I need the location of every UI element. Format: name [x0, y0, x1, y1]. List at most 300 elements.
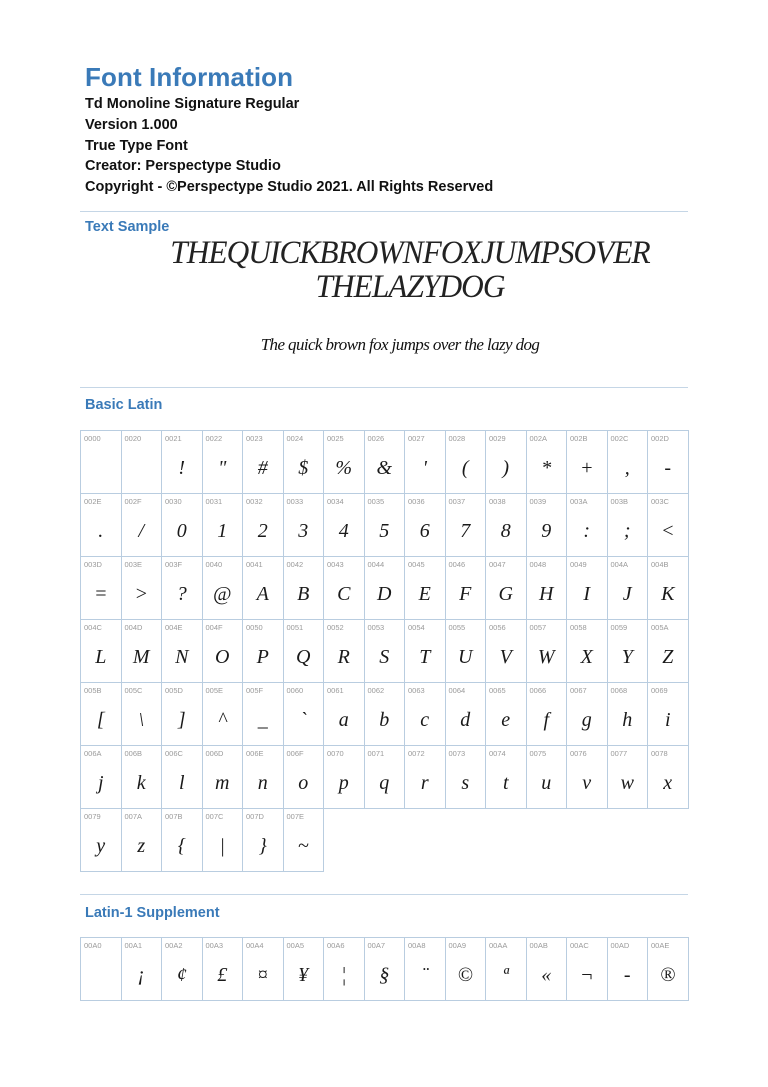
glyph-preview: 3 — [298, 519, 309, 542]
glyph-code-label: 003D — [84, 560, 102, 569]
glyph-code-label: 0063 — [408, 686, 425, 695]
glyph-preview: 2 — [257, 519, 268, 542]
glyph-cell — [122, 938, 163, 1001]
glyph-cell — [243, 809, 284, 872]
glyph-preview: | — [219, 834, 225, 857]
glyph-preview: ¥ — [298, 963, 309, 986]
glyph-preview: h — [622, 708, 633, 731]
divider — [80, 894, 688, 895]
glyph-cell — [243, 746, 284, 809]
font-type: True Type Font — [85, 137, 188, 154]
glyph-cell — [608, 620, 649, 683]
glyph-code-label: 0054 — [408, 623, 425, 632]
glyph-preview: & — [376, 456, 393, 479]
glyph-cell — [648, 494, 689, 557]
glyph-preview: O — [215, 645, 230, 668]
glyph-preview: C — [337, 582, 351, 605]
glyph-cell — [567, 494, 608, 557]
glyph-preview: ] — [177, 708, 186, 731]
glyph-code-label: 0022 — [205, 434, 223, 443]
glyph-preview: e — [501, 708, 511, 731]
glyph-cell — [567, 557, 608, 620]
glyph-code-label: 0079 — [84, 812, 101, 821]
glyph-code-label: 003F — [165, 560, 183, 569]
glyph-code-label: 003C — [651, 497, 669, 506]
glyph-preview: W — [537, 645, 555, 668]
glyph-cell — [324, 683, 365, 746]
glyph-cell — [648, 683, 689, 746]
glyph-preview — [81, 447, 121, 489]
glyph-cell — [243, 620, 284, 683]
latin1-supplement-glyph-grid — [80, 937, 689, 1001]
glyph-code-label: 0068 — [610, 686, 628, 695]
page-title: Font Information — [85, 62, 294, 92]
glyph-cell — [527, 431, 568, 494]
glyph-cell — [243, 431, 284, 494]
glyph-code-label: 00A2 — [165, 941, 183, 950]
lowercase-sample: The quick brown fox jumps over the lazy dog — [260, 335, 540, 354]
glyph-preview: u — [541, 771, 552, 794]
glyph-cell — [486, 746, 527, 809]
glyph-preview: q — [379, 771, 390, 794]
glyph-preview: } — [258, 834, 267, 857]
glyph-preview: b — [379, 708, 390, 731]
glyph-code-label: 0048 — [529, 560, 547, 569]
glyph-cell — [203, 938, 244, 1001]
glyph-cell — [162, 557, 203, 620]
glyph-preview: + — [580, 456, 594, 479]
glyph-cell — [527, 938, 568, 1001]
glyph-code-label: 005B — [84, 686, 102, 695]
glyph-cell — [446, 620, 487, 683]
glyph-cell — [608, 746, 649, 809]
glyph-preview: y — [96, 834, 106, 857]
glyph-preview: B — [297, 582, 310, 605]
glyph-cell — [203, 683, 244, 746]
glyph-cell — [567, 620, 608, 683]
glyph-preview: ¬ — [580, 963, 594, 986]
glyph-preview: A — [256, 582, 269, 605]
glyph-code-label: 004B — [651, 560, 669, 569]
glyph-preview: ® — [660, 963, 676, 986]
glyph-preview: V — [499, 645, 512, 668]
glyph-code-label: 0030 — [165, 497, 182, 506]
glyph-preview: Z — [662, 645, 674, 668]
glyph-preview: X — [580, 645, 593, 668]
glyph-cell — [446, 557, 487, 620]
glyph-cell — [527, 494, 568, 557]
glyph-preview: ; — [623, 519, 631, 542]
glyph-preview: p — [338, 771, 349, 794]
glyph-code-label: 004C — [84, 623, 102, 632]
glyph-preview: S — [379, 645, 390, 668]
glyph-code-label: 005C — [124, 686, 143, 695]
glyph-cell — [446, 494, 487, 557]
glyph-preview: \ — [138, 708, 145, 731]
glyph-preview: o — [298, 771, 309, 794]
glyph-code-label: 002C — [610, 434, 629, 443]
glyph-cell — [122, 620, 163, 683]
glyph-preview: < — [661, 519, 675, 542]
glyph-code-label: 0037 — [448, 497, 466, 506]
glyph-preview — [122, 447, 162, 489]
glyph-preview: P — [256, 645, 269, 668]
glyph-code-label: 0052 — [327, 623, 344, 632]
glyph-code-label: 002E — [84, 497, 102, 506]
glyph-preview: ¢ — [176, 963, 187, 986]
glyph-cell — [284, 683, 325, 746]
glyph-code-label: 00A1 — [124, 941, 143, 950]
glyph-preview: - — [664, 456, 672, 479]
glyph-code-label: 00AA — [489, 941, 508, 950]
glyph-cell — [203, 431, 244, 494]
glyph-cell — [243, 938, 284, 1001]
glyph-preview: % — [335, 456, 353, 479]
glyph-code-label: 007A — [124, 812, 143, 821]
glyph-cell — [608, 431, 649, 494]
latin1-supplement-heading: Latin-1 Supplement — [85, 905, 220, 921]
glyph-cell — [122, 809, 163, 872]
glyph-cell — [405, 494, 446, 557]
glyph-preview: T — [419, 645, 431, 668]
glyph-preview: ^ — [218, 708, 227, 731]
glyph-cell — [486, 494, 527, 557]
glyph-code-label: 006E — [246, 749, 264, 758]
glyph-preview: « — [541, 963, 552, 986]
glyph-cell — [203, 620, 244, 683]
glyph-code-label: 00A8 — [408, 941, 426, 950]
glyph-cell — [203, 809, 244, 872]
glyph-cell — [81, 938, 122, 1001]
glyph-cell — [527, 746, 568, 809]
glyph-cell — [365, 494, 406, 557]
glyph-preview: © — [457, 963, 473, 986]
glyph-preview: H — [539, 582, 554, 605]
glyph-code-label: 0058 — [570, 623, 587, 632]
glyph-cell — [81, 557, 122, 620]
glyph-preview: K — [661, 582, 675, 605]
glyph-preview: n — [257, 771, 268, 794]
glyph-preview: t — [502, 771, 509, 794]
glyph-cell — [324, 557, 365, 620]
glyph-cell — [81, 683, 122, 746]
glyph-preview: ! — [178, 456, 186, 479]
glyph-code-label: 0071 — [367, 749, 385, 758]
glyph-code-label: 006A — [84, 749, 102, 758]
glyph-preview: § — [379, 963, 390, 986]
glyph-cell — [486, 683, 527, 746]
glyph-preview: , — [624, 456, 630, 479]
glyph-preview — [81, 954, 121, 996]
glyph-cell — [324, 746, 365, 809]
glyph-preview: = — [94, 582, 108, 605]
glyph-preview: R — [337, 645, 350, 668]
text-sample-heading: Text Sample — [85, 219, 170, 235]
glyph-preview: : — [583, 519, 591, 542]
glyph-cell — [324, 431, 365, 494]
glyph-preview: - — [623, 963, 631, 986]
glyph-code-label: 007D — [246, 812, 264, 821]
glyph-cell — [81, 431, 122, 494]
glyph-code-label: 0047 — [489, 560, 506, 569]
glyph-cell — [162, 494, 203, 557]
glyph-code-label: 0024 — [286, 434, 304, 443]
glyph-code-label: 0056 — [489, 623, 506, 632]
glyph-cell — [122, 746, 163, 809]
glyph-code-label: 0038 — [489, 497, 506, 506]
glyph-cell — [162, 683, 203, 746]
glyph-cell — [324, 938, 365, 1001]
glyph-preview: U — [458, 645, 473, 668]
glyph-cell — [203, 557, 244, 620]
glyph-code-label: 0070 — [327, 749, 344, 758]
glyph-preview: r — [420, 771, 429, 794]
glyph-preview: G — [498, 582, 513, 605]
glyph-cell — [365, 557, 406, 620]
glyph-code-label: 0040 — [205, 560, 223, 569]
glyph-code-label: 0023 — [246, 434, 263, 443]
glyph-cell — [365, 746, 406, 809]
glyph-code-label: 002D — [651, 434, 669, 443]
glyph-code-label: 0031 — [205, 497, 223, 506]
basic-latin-heading: Basic Latin — [85, 397, 163, 413]
glyph-preview: j — [97, 771, 104, 794]
glyph-code-label: 003E — [124, 560, 143, 569]
glyph-code-label: 002A — [529, 434, 548, 443]
uppercase-sample-line-2: THELAZYDOG — [315, 269, 505, 305]
glyph-preview: L — [95, 645, 107, 668]
divider — [80, 211, 688, 212]
glyph-code-label: 004A — [610, 560, 629, 569]
glyph-code-label: 005E — [205, 686, 224, 695]
glyph-code-label: 005D — [165, 686, 183, 695]
glyph-code-label: 0050 — [246, 623, 263, 632]
glyph-preview: ~ — [297, 834, 309, 857]
glyph-code-label: 0078 — [651, 749, 668, 758]
glyph-code-label: 00AC — [570, 941, 589, 950]
glyph-code-label: 005A — [651, 623, 669, 632]
glyph-cell — [567, 683, 608, 746]
glyph-cell — [405, 746, 446, 809]
glyph-preview: M — [132, 645, 150, 668]
glyph-cell — [405, 683, 446, 746]
glyph-cell — [162, 809, 203, 872]
glyph-cell — [446, 938, 487, 1001]
glyph-preview: 5 — [379, 519, 390, 542]
glyph-cell — [122, 431, 163, 494]
glyph-preview: $ — [298, 456, 309, 479]
glyph-preview: ` — [299, 708, 307, 731]
glyph-cell — [122, 683, 163, 746]
glyph-code-label: 004D — [124, 623, 143, 632]
glyph-cell — [284, 431, 325, 494]
glyph-code-label: 0075 — [529, 749, 547, 758]
glyph-cell — [648, 557, 689, 620]
glyph-cell — [81, 494, 122, 557]
glyph-preview: 8 — [500, 519, 511, 542]
glyph-cell — [284, 494, 325, 557]
glyph-cell — [324, 620, 365, 683]
glyph-code-label: 0069 — [651, 686, 668, 695]
glyph-code-label: 0028 — [448, 434, 466, 443]
glyph-cell — [648, 620, 689, 683]
glyph-cell — [608, 938, 649, 1001]
glyph-cell — [122, 494, 163, 557]
glyph-code-label: 0065 — [489, 686, 506, 695]
glyph-code-label: 0000 — [84, 434, 101, 443]
glyph-code-label: 0021 — [165, 434, 182, 443]
glyph-code-label: 0032 — [246, 497, 263, 506]
glyph-preview: 7 — [460, 519, 471, 542]
glyph-cell — [203, 494, 244, 557]
glyph-preview: ' — [422, 456, 427, 479]
glyph-cell — [162, 938, 203, 1001]
glyph-code-label: 0059 — [610, 623, 628, 632]
glyph-code-label: 005F — [246, 686, 264, 695]
glyph-code-label: 0045 — [408, 560, 425, 569]
glyph-code-label: 0073 — [448, 749, 466, 758]
glyph-code-label: 006F — [286, 749, 304, 758]
glyph-code-label: 0067 — [570, 686, 587, 695]
divider — [80, 387, 688, 388]
glyph-code-label: 0049 — [570, 560, 587, 569]
glyph-code-label: 00A9 — [448, 941, 467, 950]
glyph-cell — [608, 557, 649, 620]
glyph-preview: m — [215, 771, 230, 794]
glyph-cell — [446, 683, 487, 746]
glyph-code-label: 0046 — [448, 560, 466, 569]
glyph-preview: F — [459, 582, 472, 605]
glyph-code-label: 0057 — [529, 623, 547, 632]
glyph-preview: s — [461, 771, 470, 794]
glyph-code-label: 0029 — [489, 434, 506, 443]
glyph-preview: w — [620, 771, 634, 794]
font-version: Version 1.000 — [85, 116, 178, 133]
glyph-code-label: 0039 — [529, 497, 547, 506]
glyph-preview: 9 — [541, 519, 552, 542]
glyph-cell — [486, 557, 527, 620]
glyph-cell — [81, 620, 122, 683]
glyph-code-label: 00A6 — [327, 941, 345, 950]
glyph-preview: ( — [461, 456, 469, 479]
glyph-cell — [486, 431, 527, 494]
glyph-cell — [162, 431, 203, 494]
glyph-preview: £ — [217, 963, 228, 986]
glyph-preview: l — [178, 771, 185, 794]
glyph-preview: [ — [96, 708, 105, 731]
uppercase-sample-line-1: THEQUICKBROWNFOXJUMPSOVER — [170, 235, 650, 271]
glyph-code-label: 0044 — [367, 560, 385, 569]
glyph-preview: 1 — [217, 519, 228, 542]
font-info-block — [85, 94, 493, 198]
glyph-code-label: 0074 — [489, 749, 506, 758]
glyph-cell — [527, 683, 568, 746]
glyph-preview: i — [664, 708, 671, 731]
glyph-code-label: 0051 — [286, 623, 304, 632]
glyph-preview: a — [338, 708, 349, 731]
glyph-cell — [486, 938, 527, 1001]
glyph-preview: @ — [213, 582, 232, 605]
glyph-cell — [608, 494, 649, 557]
glyph-cell — [567, 431, 608, 494]
font-creator: Creator: Perspectype Studio — [85, 158, 281, 175]
glyph-preview: ¡ — [137, 963, 146, 986]
glyph-code-label: 0077 — [610, 749, 628, 758]
glyph-preview: ¤ — [257, 963, 268, 986]
glyph-cell — [243, 494, 284, 557]
glyph-preview: " — [218, 456, 227, 479]
glyph-code-label: 006D — [205, 749, 224, 758]
glyph-cell — [203, 746, 244, 809]
glyph-code-label: 0076 — [570, 749, 587, 758]
glyph-code-label: 006B — [124, 749, 143, 758]
glyph-code-label: 0026 — [367, 434, 385, 443]
glyph-code-label: 00A3 — [205, 941, 224, 950]
glyph-cell — [243, 557, 284, 620]
glyph-code-label: 0064 — [448, 686, 466, 695]
glyph-code-label: 0033 — [286, 497, 304, 506]
glyph-cell — [567, 746, 608, 809]
glyph-cell — [365, 938, 406, 1001]
glyph-code-label: 007C — [205, 812, 224, 821]
glyph-code-label: 007B — [165, 812, 183, 821]
glyph-code-label: 0060 — [286, 686, 304, 695]
glyph-preview: . — [98, 519, 104, 542]
glyph-code-label: 0061 — [327, 686, 344, 695]
glyph-code-label: 0020 — [124, 434, 142, 443]
glyph-preview: / — [138, 519, 145, 542]
glyph-cell — [284, 809, 325, 872]
glyph-code-label: 002F — [124, 497, 142, 506]
glyph-preview: E — [418, 582, 431, 605]
glyph-cell — [446, 746, 487, 809]
glyph-code-label: 0025 — [327, 434, 344, 443]
glyph-code-label: 00A4 — [246, 941, 264, 950]
glyph-preview: v — [582, 771, 592, 794]
uppercase-sample — [97, 236, 724, 304]
glyph-code-label: 00AE — [651, 941, 670, 950]
glyph-cell — [405, 620, 446, 683]
glyph-code-label: 0066 — [529, 686, 547, 695]
glyph-code-label: 003A — [570, 497, 588, 506]
glyph-cell — [486, 620, 527, 683]
glyph-cell — [284, 620, 325, 683]
glyph-code-label: 00AB — [529, 941, 548, 950]
glyph-preview: { — [177, 834, 186, 857]
glyph-cell — [648, 431, 689, 494]
glyph-cell — [527, 620, 568, 683]
glyph-cell — [405, 431, 446, 494]
glyph-preview: 4 — [338, 519, 349, 542]
glyph-code-label: 004F — [205, 623, 223, 632]
glyph-code-label: 007E — [286, 812, 305, 821]
glyph-preview: _ — [257, 708, 268, 731]
glyph-preview: 6 — [419, 519, 430, 542]
glyph-preview: c — [420, 708, 430, 731]
glyph-preview: J — [622, 582, 632, 605]
glyph-preview: ª — [502, 963, 509, 986]
glyph-cell — [284, 746, 325, 809]
glyph-preview: 0 — [176, 519, 187, 542]
glyph-cell — [162, 746, 203, 809]
glyph-code-label: 0035 — [367, 497, 385, 506]
glyph-code-label: 003B — [610, 497, 629, 506]
glyph-code-label: 0027 — [408, 434, 425, 443]
glyph-code-label: 00AD — [610, 941, 630, 950]
glyph-code-label: 0036 — [408, 497, 425, 506]
glyph-code-label: 006C — [165, 749, 183, 758]
glyph-preview: D — [377, 582, 392, 605]
